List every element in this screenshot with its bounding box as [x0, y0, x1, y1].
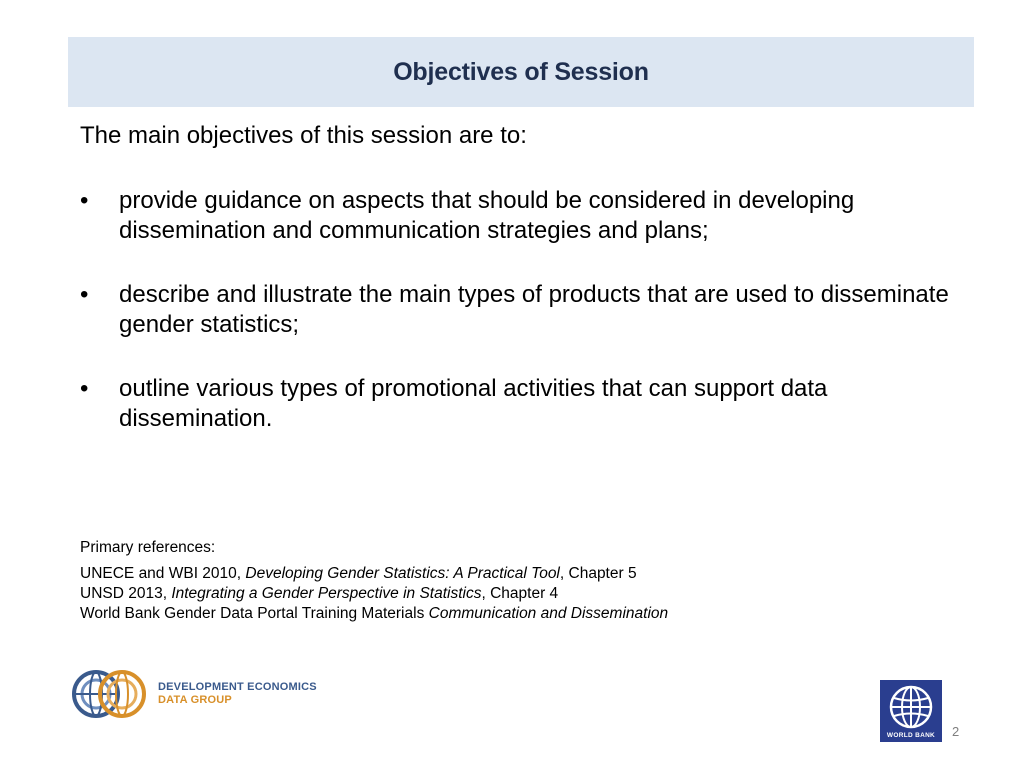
bullet-icon: •: [80, 281, 89, 308]
reference-prefix: UNSD 2013,: [80, 585, 172, 602]
reference-title: Communication and Dissemination: [428, 605, 669, 622]
page-number: 2: [952, 724, 960, 739]
objective-item-2: [80, 280, 970, 340]
references-heading: Primary references:: [80, 539, 216, 556]
decdg-rings-icon: [70, 666, 150, 722]
decdg-line-2: DATA GROUP: [158, 694, 232, 706]
reference-suffix: , Chapter 4: [481, 585, 559, 602]
reference-prefix: UNECE and WBI 2010,: [80, 565, 246, 582]
objective-text: outline various types of promotional activities that can support data dissemination.: [119, 375, 828, 432]
objective-text: provide guidance on aspects that should be considered in developing dissemination and communication strategies and plans;: [119, 187, 855, 244]
objective-item-3: [80, 374, 970, 434]
objectives-list: [80, 186, 970, 434]
decdg-line-1: DEVELOPMENT ECONOMICS: [158, 681, 317, 693]
bullet-icon: •: [80, 187, 89, 214]
objective-item-1: [80, 186, 970, 246]
reference-item-1: [80, 564, 668, 584]
slide-content: [80, 120, 970, 468]
reference-prefix: World Bank Gender Data Portal Training Materials: [80, 605, 429, 622]
title-band: [68, 37, 974, 107]
references-block: [80, 538, 668, 624]
reference-item-3: [80, 604, 668, 624]
world-bank-globe-icon: [888, 684, 934, 730]
reference-title: Developing Gender Statistics: A Practical Tool: [245, 565, 560, 582]
slide-title: Objectives of Session: [393, 57, 649, 86]
reference-title: Integrating a Gender Perspective in Statistics: [171, 585, 482, 602]
bullet-icon: •: [80, 375, 89, 402]
decdg-logo: [70, 666, 317, 722]
objective-text: describe and illustrate the main types of products that are used to disseminate gender statistics;: [119, 281, 949, 338]
reference-item-2: [80, 584, 668, 604]
intro-text: The main objectives of this session are to:: [80, 122, 527, 149]
world-bank-logo: [880, 680, 942, 742]
reference-suffix: , Chapter 5: [559, 565, 637, 582]
world-bank-label: WORLD BANK: [886, 732, 936, 739]
decdg-wordmark: [158, 681, 317, 707]
